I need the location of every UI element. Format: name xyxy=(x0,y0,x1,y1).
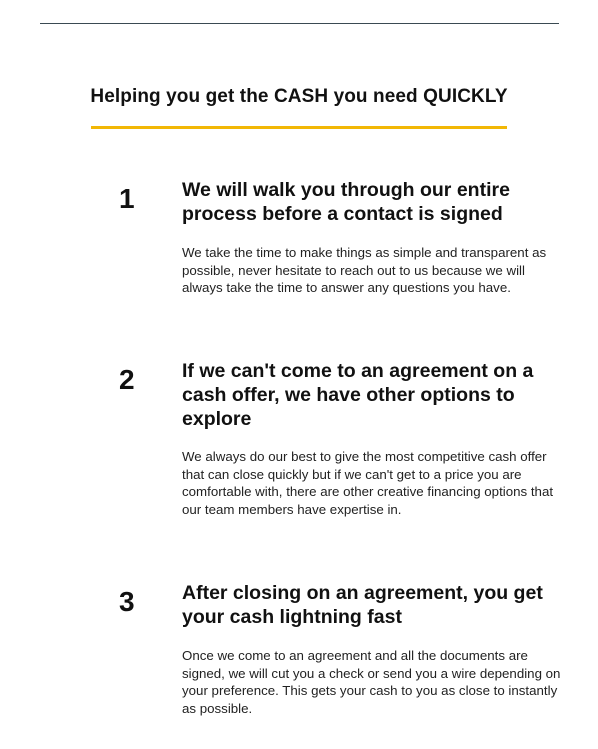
step-description: We always do our best to give the most competitive cash offer that can close quickly but if we can't get to a price you are comfortable with, there are other creative financing options that our team members have expertise in. xyxy=(182,449,554,517)
step-title: If we can't come to an agreement on a cash offer, we have other options to explore xyxy=(182,360,534,430)
step-description: Once we come to an agreement and all the documents are signed, we will cut you a check or send you a wire depending on your preference. This gets your cash to you as close to instantly as possible. xyxy=(182,648,561,716)
step-number: 2 xyxy=(119,364,135,395)
step-title: We will walk you through our entire process before a contact is signed xyxy=(182,179,510,225)
step-title: After closing on an agreement, you get your cash lightning fast xyxy=(182,582,543,628)
top-divider xyxy=(40,23,559,24)
title-accent-underline xyxy=(91,126,507,129)
page-title: Helping you get the CASH you need QUICKLY xyxy=(90,86,508,107)
step-number: 1 xyxy=(119,183,135,214)
step-number: 3 xyxy=(119,586,135,617)
step-description: We take the time to make things as simple and transparent as possible, never hesitate to reach out to us because we will always take the time to answer any questions you have. xyxy=(182,245,547,295)
